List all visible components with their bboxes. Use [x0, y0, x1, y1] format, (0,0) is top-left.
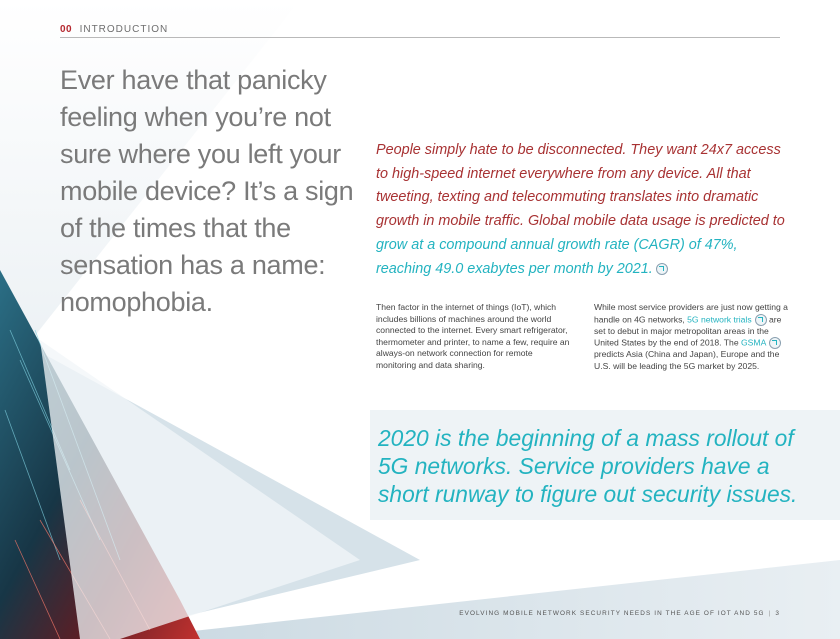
footer-separator: | — [768, 610, 772, 617]
body-text-left: Then factor in the internet of things (IoT), which includes billions of machines around the world connected to the internet. Every smart refrigerator, thermometer and printer, to name a few, require an always-on network connection for remote monitoring and data sharing. — [376, 302, 570, 370]
white-wedge — [40, 340, 360, 639]
page-headline: Ever have that panicky feeling when you’re not sure where you left your mobile device? It’s a sign of the times that the sensation has a name: nomophobia. — [60, 65, 354, 317]
page-number: 3 — [775, 610, 780, 617]
pull-quote-text: People simply hate to be disconnected. They want 24x7 access to high-speed internet everywhere from any device. All that tweeting, texting and telecommuting translates into dramatic growth in mobile traffic. Global mobile data usage is predicted to — [376, 142, 785, 230]
body-column-right — [594, 302, 790, 372]
body-column-left — [376, 302, 572, 372]
cagr-link[interactable]: grow at a compound annual growth rate (CAGR) of 47%, reaching 49.0 exabytes per month by 2021. — [376, 236, 738, 277]
section-header — [60, 19, 780, 38]
footer-title: EVOLVING MOBILE NETWORK SECURITY NEEDS IN THE AGE OF IOT AND 5G — [459, 610, 765, 617]
5g-trials-link[interactable]: 5G network trials — [687, 313, 752, 324]
external-link-icon[interactable] — [769, 337, 781, 349]
section-number: 00 — [60, 24, 73, 35]
page-footer — [459, 610, 780, 617]
body-text-right-2: are set to debut in major metropolitan areas in the United States by the end of 2018. The — [594, 313, 782, 348]
section-title: INTRODUCTION — [79, 24, 169, 35]
gsma-link[interactable]: GSMA — [741, 337, 767, 348]
external-link-icon[interactable] — [755, 314, 767, 326]
body-text-right-1: While most service providers are just now getting a handle on 4G networks, — [594, 302, 788, 324]
pull-quote — [376, 139, 786, 281]
external-link-icon[interactable] — [656, 263, 668, 275]
callout-text: 2020 is the beginning of a mass rollout of 5G networks. Service providers have a short runway to figure out security issues. — [378, 425, 798, 507]
body-text-right-3: predicts Asia (China and Japan), Europe and the U.S. will be leading the 5G market by 2025. — [594, 349, 780, 371]
